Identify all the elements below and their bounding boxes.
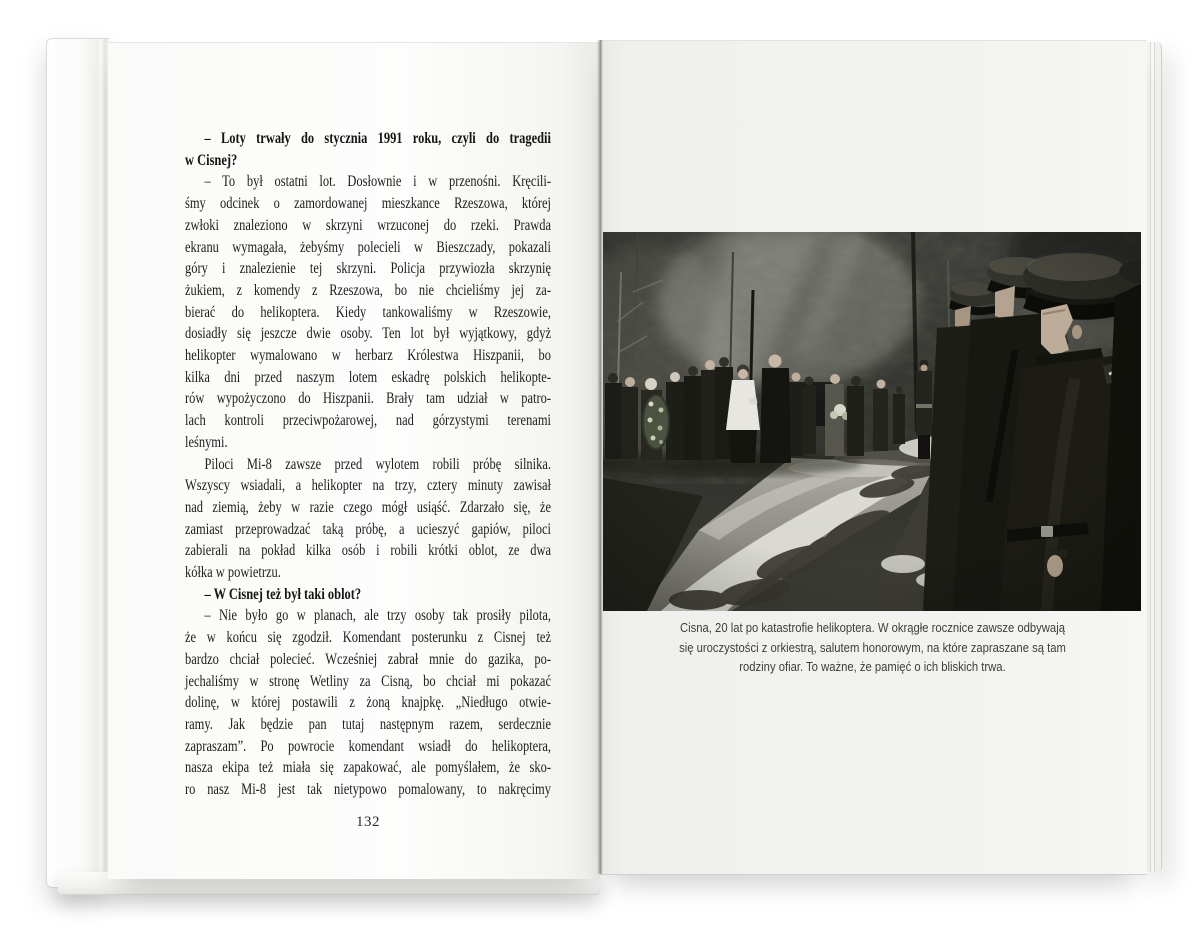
left-page [108, 42, 600, 879]
body-text-line: leśnymi. [185, 433, 228, 451]
page-edge-stack-right [1147, 42, 1162, 872]
body-text-line: w Cisnej? [185, 151, 238, 169]
body-text-block [185, 128, 551, 801]
body-text-line: – Nie było go w planach, ale trzy osoby tak prosiły pilota, [204, 607, 551, 625]
photo-caption-text [604, 618, 1142, 677]
body-text-line: ramy. Jak będzie pan tutaj następnym razem, serdecznie [185, 715, 551, 733]
body-text-line: nad ziemią, żeby w razie czego mógł usiąść. Zdarzało się, że [185, 498, 551, 516]
body-text-line: zamiast przeprowadzać taką próbę, a ucieszyć gapiów, piloci [185, 520, 551, 538]
caption-line: Cisna, 20 lat po katastrofie helikoptera. W okrągłe rocznice zawsze odbywają [680, 620, 1065, 635]
body-text-line: zwłoki znaleziono w skrzyni wrzuconej do rzeki. Prawda [185, 216, 551, 234]
photo-caption [603, 618, 1141, 677]
body-text-line: góry i znalezienie tej skrzyni. Policja przywiozła skrzynię [185, 260, 551, 278]
body-text-line: lach kontroli przeciwpożarowej, nad górzystymi terenami [185, 412, 551, 430]
caption-line: się uroczystości z orkiestrą, salutem honorowym, na które zapraszane są tam [679, 639, 1066, 655]
body-text-line: ekranu wymagała, żebyśmy polecieli w Bieszczady, pokazali [185, 238, 551, 256]
book-gutter [597, 40, 603, 874]
body-text [185, 128, 551, 801]
body-text-line: dolinę, w której postawili z żoną knajpkę. „Niedługo otwie- [185, 694, 551, 712]
body-text-line: zabierali na pokład kilka osób i robili krótki oblot, ze dwa [185, 542, 551, 560]
body-text-line: – Loty trwały do stycznia 1991 roku, czyli do tragedii [204, 130, 551, 147]
body-text-line: śmy odcinek o zamordowanej mieszkance Rzeszowa, której [185, 195, 551, 213]
caption-line: rodziny ofiar. To ważne, że pamięć o ich bliskich trwa. [739, 659, 1006, 674]
body-text-line: Wszyscy wsiadali, a helikopter na trzy, cztery minuty zawisał [185, 477, 551, 495]
body-text-line: jechaliśmy w stronę Wetliny za Cisną, bo chciał mi pokazać [185, 672, 551, 690]
body-text-line: żukiem, z komendy z Rzeszowa, bo nie chcieliśmy jej za- [185, 281, 551, 299]
right-page [600, 40, 1147, 875]
body-text-line: kilka dni przed naszym lotem eskadrę polskich helikopte- [185, 368, 551, 386]
body-text-line: bierać do helikoptera. Kiedy tankowaliśmy w Rzeszowie, [185, 303, 551, 321]
body-text-line: nasza ekipa też miała się zapakować, ale pomyślałem, że sko- [185, 759, 551, 777]
body-text-line: – W Cisnej też był taki oblot? [204, 585, 362, 603]
body-text-line: – To był ostatni lot. Dosłownie i w przenośni. Kręcili- [204, 173, 551, 191]
body-text-line: zapraszam”. Po powrocie komendant wsiadł do helikoptera, [185, 737, 551, 755]
page-number: 132 [356, 814, 380, 830]
body-text-line: dosiadły się jeszcze dwie osoby. Ten lot był wyjątkowy, gdyż [185, 325, 551, 343]
page-edge-stack-left [46, 38, 109, 888]
body-text-line: helikopter wymalowano w herbarz Królestwa Hiszpanii, bo [185, 347, 551, 365]
body-text-line: bardzo chciał polecieć. Wcześniej zabrał mnie do gazika, po- [185, 650, 551, 668]
body-text-line: Piloci Mi-8 zawsze przed wylotem robili próbę silnika. [204, 455, 551, 473]
body-text-line: rów wypożyczono do Hiszpanii. Brały tam udział w patro- [185, 390, 551, 408]
body-text-line: kółka w powietrzu. [185, 564, 281, 582]
ceremony-photo [603, 232, 1141, 611]
body-text-line: że w końcu się zgodził. Komendant posterunku z Cisnej też [185, 629, 551, 647]
body-text-line: ro nasz Mi-8 jest tak nietypowo pomalowany, to nakręcimy [185, 781, 551, 799]
